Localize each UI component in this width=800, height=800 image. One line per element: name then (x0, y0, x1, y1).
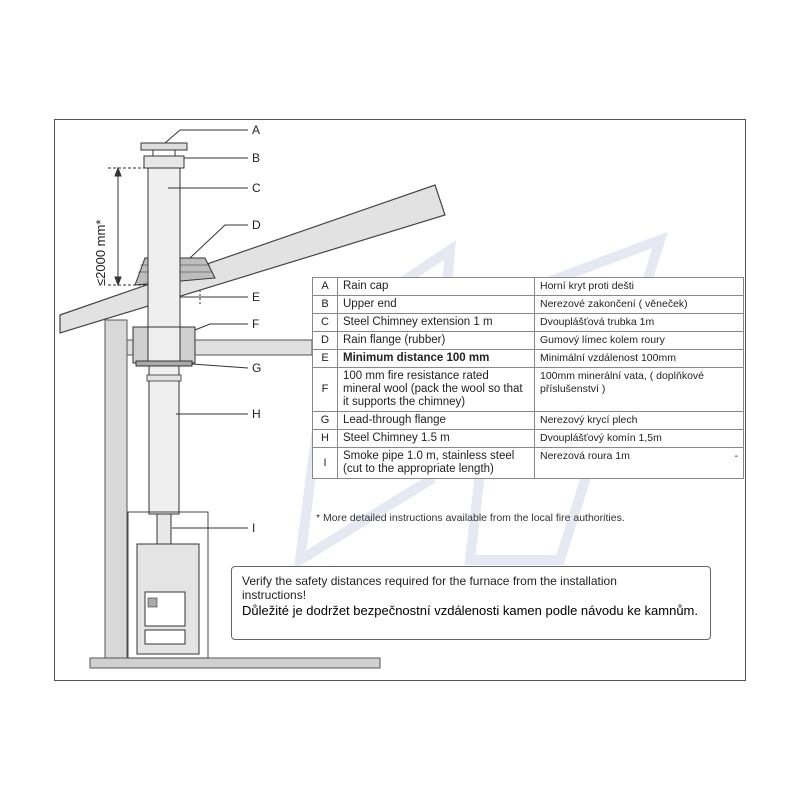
callout-english: Verify the safety distances required for the furnace from the installation instructions! (242, 574, 617, 602)
footnote: * More detailed instructions available from the local fire authorities. (316, 512, 625, 524)
label-b: B (252, 151, 261, 165)
legend-row-c: C Steel Chimney extension 1 m Dvouplášťová trubka 1m (313, 314, 744, 332)
label-g: G (252, 361, 262, 375)
label-e: E (252, 290, 261, 304)
label-a: A (252, 123, 261, 137)
dimension-label: ≤2000 mm* (93, 219, 108, 286)
label-f: F (252, 317, 260, 331)
upper-end (144, 156, 184, 168)
safety-callout (231, 566, 711, 640)
lead-through-flange (136, 361, 192, 366)
legend-row-g: G Lead-through flange Nerezový krycí plech (313, 412, 744, 430)
legend-row-f: F 100 mm fire resistance rated mineral wool (pack the wool so that it supports the chimney) 100mm minerální vata, ( doplňkové příslušenství ) (313, 368, 744, 412)
rain-cap (141, 143, 187, 150)
legend-row-i: I Smoke pipe 1.0 m, stainless steel (cut to the appropriate length) Nerezová roura 1m - (313, 448, 744, 479)
smoke-pipe (157, 514, 171, 544)
legend-table (312, 277, 744, 479)
label-d: D (252, 218, 261, 232)
callout-czech: Důležité je dodržet bezpečnostní vzdálenosti kamen podle návodu ke kamnům. (242, 603, 698, 618)
legend-row-b: B Upper end Nerezové zakončení ( věneček) (313, 296, 744, 314)
house-wall (105, 320, 127, 660)
label-h: H (252, 407, 261, 421)
label-c: C (252, 181, 261, 195)
legend-row-a: A Rain cap Horní kryt proti dešti (313, 278, 744, 296)
floor (90, 658, 380, 668)
legend-row-h: H Steel Chimney 1.5 m Dvouplášťový komín 1,5m (313, 430, 744, 448)
stove-door (145, 592, 185, 626)
steel-chimney (149, 366, 179, 514)
legend-row-e: E Minimum distance 100 mm Minimální vzdálenost 100mm (313, 350, 744, 368)
chimney-extension (148, 168, 180, 353)
label-i: I (252, 521, 256, 535)
legend-row-d: D Rain flange (rubber) Gumový límec kolem roury (313, 332, 744, 350)
